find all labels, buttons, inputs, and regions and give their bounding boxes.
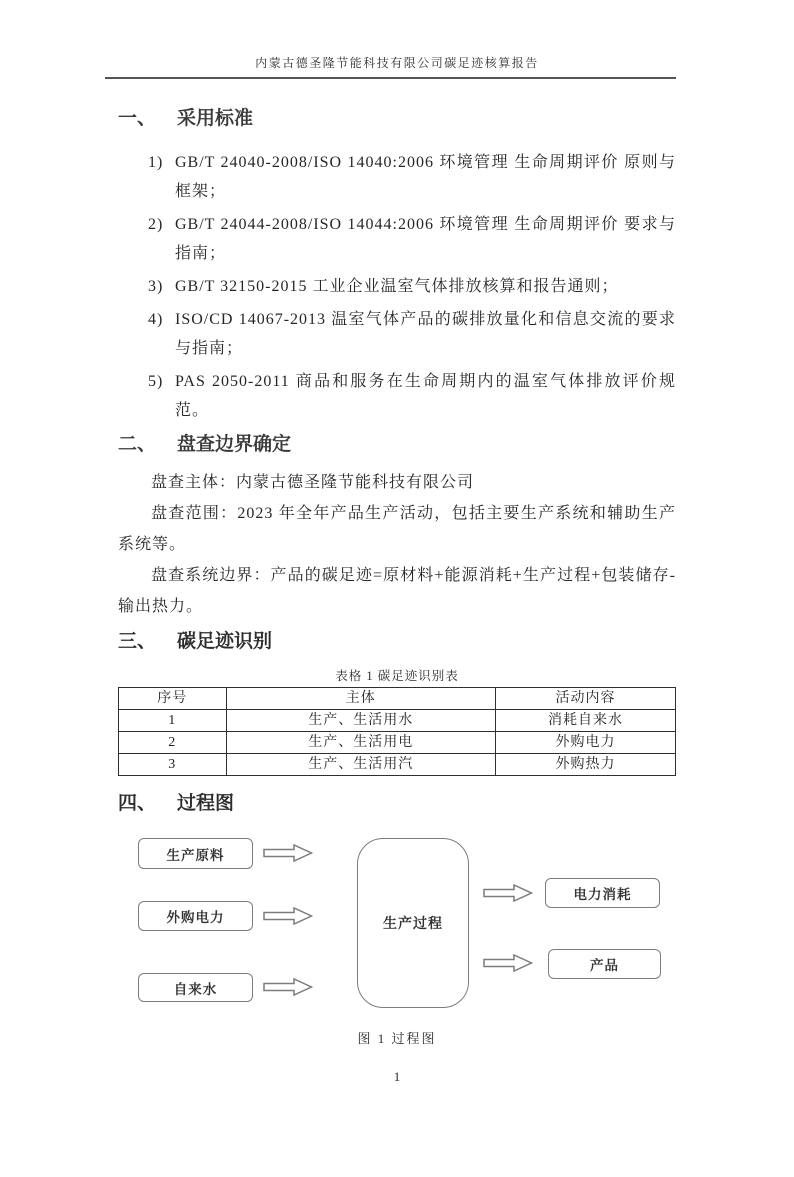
list-item — [118, 210, 676, 268]
table-cell: 2 — [119, 732, 227, 754]
section-title: 采用标准 — [177, 108, 254, 129]
diagram-input-box: 自来水 — [138, 973, 253, 1002]
diagram-input-box: 生产原料 — [138, 838, 253, 869]
carbon-footprint-table — [118, 687, 676, 776]
paragraph-inventory-subject: 盘查主体：内蒙古德圣隆节能科技有限公司 — [151, 474, 475, 491]
table-header-row — [119, 688, 676, 710]
section-heading-4 — [118, 792, 676, 816]
section-title: 碳足迹识别 — [177, 631, 273, 652]
table-cell: 3 — [119, 754, 227, 776]
list-item-text: PAS 2050-2011 商品和服务在生命周期内的温室气体排放评价规范。 — [175, 373, 676, 419]
list-item — [118, 305, 676, 363]
table-caption: 表格 1 碳足迹识别表 — [335, 669, 459, 683]
diagram-output-box: 电力消耗 — [545, 878, 660, 908]
column-header: 序号 — [119, 688, 227, 710]
column-header: 主体 — [226, 688, 496, 710]
diagram-process-box: 生产过程 — [357, 838, 469, 1008]
list-item-text: ISO/CD 14067-2013 温室气体产品的碳排放量化和信息交流的要求与指南； — [175, 311, 676, 357]
table-cell: 生产、生活用水 — [226, 710, 496, 732]
list-item-number: 2) — [148, 216, 164, 233]
header-rule — [105, 77, 676, 79]
section-number: 四、 — [118, 793, 157, 814]
table-row — [119, 754, 676, 776]
table-cell: 生产、生活用电 — [226, 732, 496, 754]
table-cell: 消耗自来水 — [496, 710, 676, 732]
list-item-number: 5) — [148, 373, 164, 390]
process-flow-diagram — [118, 826, 676, 1016]
page-number: 1 — [393, 1069, 401, 1084]
paragraph-system-boundary: 盘查系统边界：产品的碳足迹=原材料+能源消耗+生产过程+包装储存-输出热力。 — [118, 567, 676, 615]
list-item-number: 3) — [148, 278, 164, 295]
table-cell: 1 — [119, 710, 227, 732]
table-row — [119, 732, 676, 754]
section-heading-3 — [118, 630, 676, 654]
section-title: 盘查边界确定 — [177, 434, 292, 455]
section-title: 过程图 — [177, 793, 235, 814]
column-header: 活动内容 — [496, 688, 676, 710]
right-arrow-icon — [483, 954, 533, 972]
list-item-text: GB/T 24044-2008/ISO 14044:2006 环境管理 生命周期评价 要求与指南； — [175, 216, 676, 262]
diagram-input-box: 外购电力 — [138, 901, 253, 931]
table-cell: 生产、生活用汽 — [226, 754, 496, 776]
right-arrow-icon — [263, 844, 313, 862]
section-number: 三、 — [118, 631, 157, 652]
section-heading-1 — [118, 107, 676, 131]
standards-list — [118, 148, 676, 425]
table-row — [119, 710, 676, 732]
table-cell: 外购电力 — [496, 732, 676, 754]
document-page — [0, 54, 794, 1177]
figure-caption: 图 1 过程图 — [357, 1031, 437, 1046]
section-number: 二、 — [118, 434, 157, 455]
list-item — [118, 367, 676, 425]
section-number: 一、 — [118, 108, 157, 129]
right-arrow-icon — [263, 907, 313, 925]
right-arrow-icon — [483, 884, 533, 902]
list-item-number: 1) — [148, 154, 164, 171]
list-item-text: GB/T 32150-2015 工业企业温室气体排放核算和报告通则； — [175, 278, 619, 295]
paragraph-inventory-scope: 盘查范围：2023 年全年产品生产活动，包括主要生产系统和辅助生产系统等。 — [118, 505, 676, 553]
right-arrow-icon — [263, 978, 313, 996]
list-item — [118, 272, 676, 301]
list-item-text: GB/T 24040-2008/ISO 14040:2006 环境管理 生命周期评价 原则与框架； — [175, 154, 676, 200]
list-item — [118, 148, 676, 206]
document-header-title: 内蒙古德圣隆节能科技有限公司碳足迹核算报告 — [255, 56, 539, 70]
table-cell: 外购热力 — [496, 754, 676, 776]
section-heading-2 — [118, 433, 676, 457]
list-item-number: 4) — [148, 311, 164, 328]
page-content — [0, 54, 794, 1085]
diagram-output-box: 产品 — [548, 949, 661, 979]
